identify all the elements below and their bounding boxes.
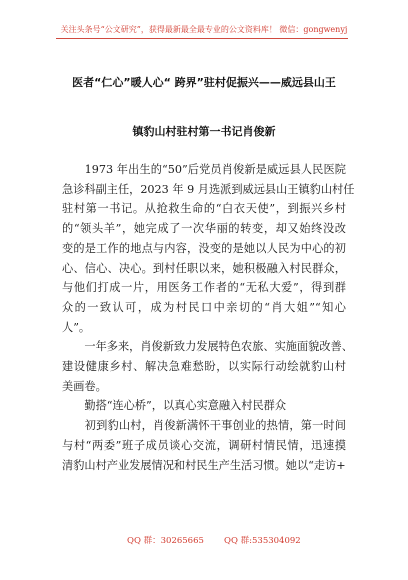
page-title-line-2: 镇豹山村驻村第一书记肖俊新 xyxy=(132,125,276,138)
body-line: 与村“两委”班子成员谈心交流，调研村情民情，迅速摸 xyxy=(62,438,346,452)
body-line: 建设健康乡村、解决急难愁盼，以实际行动绘就豹山村 xyxy=(62,360,346,374)
body-line: 变的是工作的地点与内容，没变的是她以人民为中心的初 xyxy=(62,241,346,255)
body-line: 的“领头羊”，她完成了一次华丽的转变，却又始终没改 xyxy=(62,222,346,236)
body-line: 一年多来，肖俊新致力发展特色农旅、实施面貌改善、 xyxy=(62,340,353,354)
footer-qq-group-2: QQ 群:535304092 xyxy=(224,536,301,546)
body-line: 1973 年出生的“50”后党员肖俊新是威远县人民医院 xyxy=(62,163,346,176)
body-line: 急诊科副主任，2023 年 9 月选派到威远县山王镇豹山村任 xyxy=(62,182,355,196)
body-line: 心、信心、决心。到村任职以来，她积极融入村民群众， xyxy=(62,261,346,275)
article-body xyxy=(62,160,355,475)
body-line: 勤搭“连心桥”，以真心实意融入村民群众 xyxy=(62,399,287,413)
page-title-line-1: 医者“仁心”暖人心“ 跨界”驻村促振兴——威远县山王 xyxy=(72,76,336,89)
header-note: 关注头条号“公文研究”，获得最新最全最专业的公文资料库！ 微信：gongwenyj xyxy=(60,25,348,34)
footer-qq-group-1: QQ 群：30265665 xyxy=(127,536,204,546)
body-line: 人”。 xyxy=(62,320,91,334)
body-line: 与他们打成一片，用医务工作者的“无私大爱”，得到群 xyxy=(62,281,346,295)
body-line: 美画卷。 xyxy=(62,379,107,393)
body-line: 清豹山村产业发展情况和村民生产生活习惯。她以“走访+ xyxy=(62,458,346,472)
header-divider xyxy=(56,38,348,39)
body-line: 众的一致认可，成为村民口中亲切的“肖大姐”“知心 xyxy=(62,300,346,314)
body-line: 驻村第一书记。从抢救生命的“白衣天使”，到振兴乡村 xyxy=(62,202,346,216)
body-line: 初到豹山村，肖俊新满怀干事创业的热情，第一时间 xyxy=(62,419,346,433)
